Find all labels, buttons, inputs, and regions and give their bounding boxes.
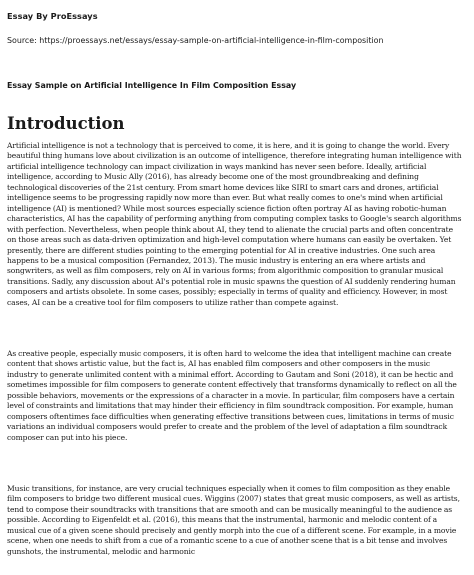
source-line: Source: https://proessays.net/essays/essay-sample-on-artificial-intelligence-in-film-composition bbox=[7, 36, 384, 45]
essay-title: Essay Sample on Artificial Intelligence In Film Composition Essay bbox=[7, 81, 297, 90]
paragraph-intro: Artificial intelligence is not a technology that is perceived to come, it is here, and it is going to change the world. Every beautiful thing humans love about civilization is an outcome of intelligence, therefore integrating human intelligence with artificial intelligence technology can impact civilization in ways mankind has never seen before. Ideally, artificial intelligence, according to Music Ally (2016), has already become one of the most groundbreaking and defining technological discoveries of the 21st century. From smart home devices like SIRI to smart cars and drones, artificial intelligence seems to be progressing rapidly now more than ever. But what really comes to one's mind when artificial intelligence (AI) is mentioned? While most sources especially science fiction often portray AI as having robotic-human characteristics, AI has the capability of performing anything from computing complex tasks to Google's search algorithms with perfection. Nevertheless, when people think about AI, they tend to alienate the crucial parts and often concentrate on those areas such as data-driven optimization and high-level computation where humans can easily be overtaken. Yet presently, there are different studies pointing to the emerging potential for AI in creative industries. One such area happens to be a musical composition (Fernandez, 2013). The music industry is entering an era where artists and songwriters, as well as film composers, rely on AI in various forms; from algorithmic composition to granular musical transitions. Sadly, any discussion about AI's potential role in music spawns the question of AI suddenly rendering human composers and artists obsolete. In some cases, possibly; especially in terms of quality and efficiency. However, in most cases, AI can be a creative tool for film composers to utilize rather than compete against. bbox=[7, 141, 462, 307]
section-heading: Introduction bbox=[7, 114, 125, 133]
brand-label: Essay By ProEssays bbox=[7, 11, 98, 21]
paragraph-transitions: Music transitions, for instance, are very crucial techniques especially when it comes to film composition as they enable film composers to bridge two different musical cues. Wiggins (2007) states that great music composers, as well as artists, tend to compose their soundtracks with transitions that are smooth and can be musically meaningful to the audience as possible. According to Eigenfeldt et al. (2016), this means that the instrumental, harmonic and melodic content of a musical cue of a given scene should precisely and gently morph into the cue of a different scene. For example, in a movie scene, when one needs to shift from a cue of a romantic scene to a cue of another scene that is a bit tense and involves gunshots, the instrumental, melodic and harmonic bbox=[7, 484, 460, 556]
paragraph-composers: As creative people, especially music composers, it is often hard to welcome the idea that intelligent machine can create content that shows artistic value, but the fact is, AI has enabled film composers and other composers in the music industry to generate unlimited content with a minimal effort. According to Gautam and Soni (2018), it can be hectic and sometimes impossible for film composers to generate content effectively that transforms dynamically to reflect on all the possible behaviors, movements or the expressions of a character in a movie. In particular, film composers have a certain level of constraints and limitations that may hinder their efficiency in film soundtrack composition. For example, human composers oftentimes face difficulties when generating effective transitions between cues, limitations in terms of music variations an individual composers would prefer to create and the problem of the level of adaptation a film soundtrack composer can put into his piece. bbox=[7, 349, 457, 442]
